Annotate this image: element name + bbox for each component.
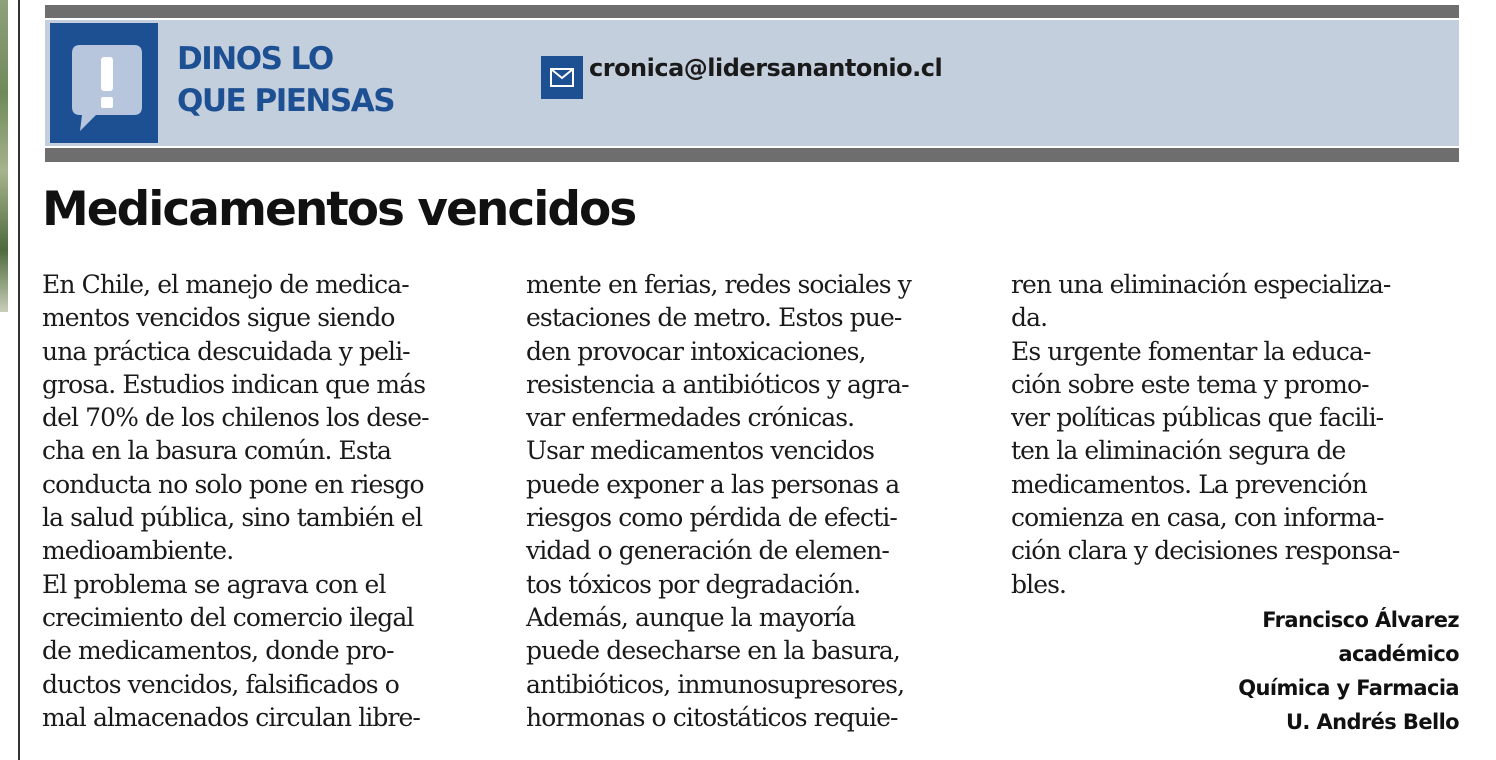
text-line: crecimiento del comercio ilegal <box>42 602 414 632</box>
text-line: puede desecharse en la basura, <box>526 636 900 666</box>
author-signature <box>1238 603 1459 739</box>
text-line: cha en la basura común. Esta <box>42 436 391 466</box>
banner-title: DINOS LO QUE PIENSAS <box>177 41 395 119</box>
text-line: Es urgente fomentar la educa- <box>1011 336 1371 366</box>
text-line: ductos vencidos, falsificados o <box>42 669 399 699</box>
text-line: medicamentos. La prevención <box>1011 469 1367 499</box>
text-line: medioambiente. <box>42 536 234 566</box>
adjacent-page-photo-edge <box>0 0 8 312</box>
text-line: vidad o generación de elemen- <box>526 536 889 566</box>
text-line: En Chile, el manejo de medica- <box>42 270 409 299</box>
text-line: antibióticos, inmunosupresores, <box>526 669 905 699</box>
text-line: ción sobre este tema y promo- <box>1011 369 1369 399</box>
text-line: da. <box>1011 303 1048 333</box>
text-line: la salud pública, sino también el <box>42 503 423 533</box>
text-line: grosa. Estudios indican que más <box>42 369 426 399</box>
text-line: bles. <box>1011 569 1067 599</box>
text-line: comienza en casa, con informa- <box>1011 503 1384 533</box>
text-line: var enfermedades crónicas. <box>526 403 855 433</box>
contact-email[interactable]: cronica@lidersanantonio.cl <box>589 54 943 82</box>
text-line: de medicamentos, donde pro- <box>42 636 394 666</box>
text-line: Además, aunque la mayoría <box>526 602 856 632</box>
text-line: El problema se agrava con el <box>42 569 386 599</box>
text-line: Usar medicamentos vencidos <box>526 436 875 466</box>
author-role: académico <box>1338 642 1459 666</box>
text-line: estaciones de metro. Estos pue- <box>526 303 902 333</box>
text-line: resistencia a antibióticos y agra- <box>526 369 909 399</box>
envelope-icon <box>541 56 583 99</box>
text-line: den provocar intoxicaciones, <box>526 336 866 366</box>
exclamation-bubble-icon <box>50 23 158 143</box>
text-line: mentos vencidos sigue siendo <box>42 303 395 333</box>
text-line: ción clara y decisiones responsa- <box>1011 536 1400 566</box>
text-line: mente en ferias, redes sociales y <box>526 270 911 299</box>
article-column-2 <box>526 268 911 734</box>
page-divider-line <box>18 0 20 760</box>
text-line: puede exponer a las personas a <box>526 469 900 499</box>
author-institution: U. Andrés Bello <box>1285 710 1459 734</box>
feedback-banner <box>45 20 1459 146</box>
banner-bottom-rule <box>45 148 1459 162</box>
author-department: Química y Farmacia <box>1238 676 1459 700</box>
text-line: riesgos como pérdida de efecti- <box>526 503 897 533</box>
text-line: tos tóxicos por degradación. <box>526 569 861 599</box>
text-line: una práctica descuidada y peli- <box>42 336 410 366</box>
text-line: del 70% de los chilenos los dese- <box>42 403 429 433</box>
text-line: mal almacenados circulan libre- <box>42 702 420 732</box>
author-name: Francisco Álvarez <box>1262 608 1459 632</box>
text-line: conducta no solo pone en riesgo <box>42 469 424 499</box>
text-line: hormonas o citostáticos requie- <box>526 702 898 732</box>
article-column-3 <box>1011 268 1399 601</box>
article-column-1 <box>42 268 429 734</box>
text-line: ver políticas públicas que facili- <box>1011 403 1384 433</box>
text-line: ten la eliminación segura de <box>1011 436 1346 466</box>
banner-top-rule <box>45 5 1459 18</box>
text-line: ren una eliminación especializa- <box>1011 270 1391 299</box>
article-headline: Medicamentos vencidos <box>42 182 636 237</box>
